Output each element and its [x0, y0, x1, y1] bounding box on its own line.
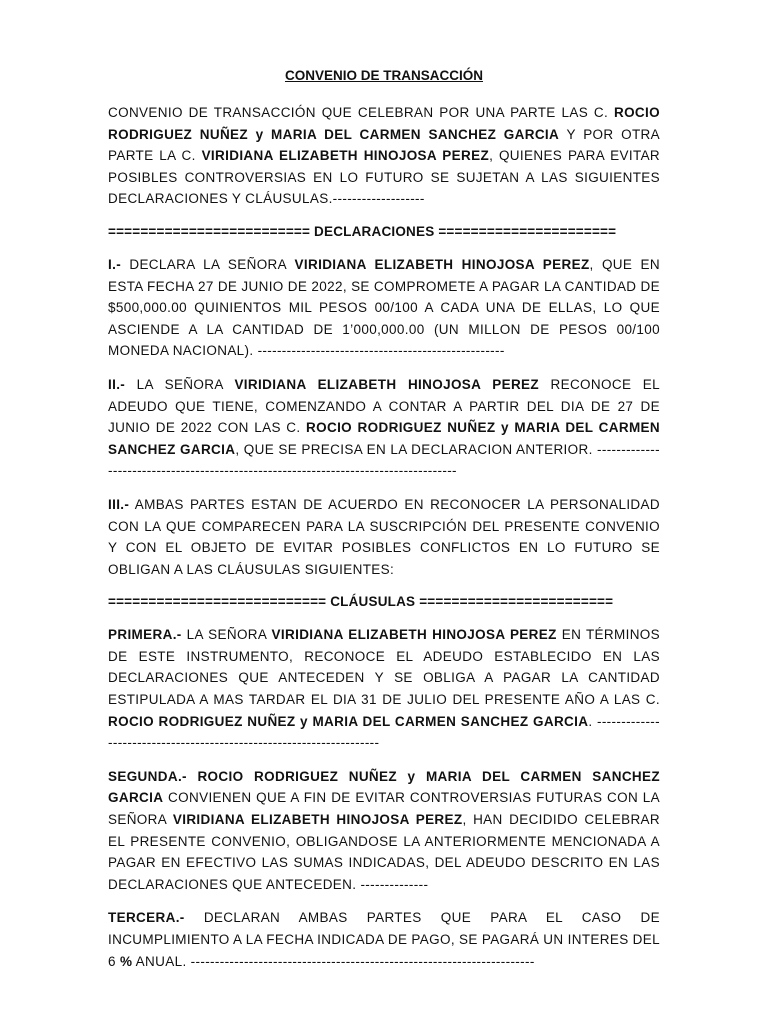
clausula-tercera-text-2: ANUAL. -----------------------------------------------------------------------	[132, 953, 535, 969]
clausula-primera-text-2: EN TÉRMINOS DE ESTE INSTRUMENTO, RECONOCE EL ADEUDO ESTABLECIDO EN LAS DECLARACIONES QUE ANTECEDEN Y SE OBLIGA A PAGAR LA CANTIDAD ESTIPULADA A MAS TARDAR EL DIA 31 DE JULIO DEL PRESENTE AÑO A LAS C.	[108, 627, 661, 708]
declaracion-1-number: I.-	[108, 256, 122, 272]
clausula-primera-party-1: VIRIDIANA ELIZABETH HINOJOSA PEREZ	[271, 627, 557, 643]
intro-party-1: ROCIO RODRIGUEZ NUÑEZ y MARIA DEL CARMEN SANCHEZ GARCIA	[108, 105, 660, 142]
clausula-tercera-label: TERCERA.-	[108, 910, 185, 926]
clausulas-heading: =========================== CLÁUSULAS ========================	[108, 594, 614, 610]
clausula-segunda-text-2: , HAN DECIDIDO CELEBRAR EL PRESENTE CONVENIO, OBLIGANDOSE LA ANTERIORMENTE MENCIONADA A PAGAR EN EFECTIVO LAS SUMAS INDICADAS, DEL ADEUDO DESCRITO EN LAS DECLARACIONES QUE ANTECEDEN. --------------	[108, 812, 661, 892]
clausula-tercera-percent: %	[119, 953, 133, 969]
declaracion-3	[108, 494, 660, 580]
clausula-primera-party-2: ROCIO RODRIGUEZ NUÑEZ y MARIA DEL CARMEN SANCHEZ GARCIA	[108, 713, 589, 729]
declaracion-1	[108, 254, 660, 362]
declaracion-2-text-2: RECONOCE EL ADEUDO QUE TIENE, COMENZANDO A CONTAR A PARTIR DEL DIA DE 27 DE JUNIO DE 2022 CON LAS C.	[108, 376, 660, 436]
declaracion-2-party-1: VIRIDIANA ELIZABETH HINOJOSA PEREZ	[234, 376, 540, 392]
clausula-primera	[108, 624, 660, 754]
declaracion-2-text-3: , QUE SE PRECISA EN LA DECLARACION ANTERIOR. -------------------------------------------------------------------------------------	[108, 441, 660, 479]
declaracion-1-party: VIRIDIANA ELIZABETH HINOJOSA PEREZ	[294, 256, 590, 272]
clausula-segunda-label: SEGUNDA.- ROCIO RODRIGUEZ NUÑEZ y MARIA DEL CARMEN SANCHEZ GARCIA	[108, 768, 660, 806]
clausula-segunda-party: VIRIDIANA ELIZABETH HINOJOSA PEREZ	[172, 812, 463, 828]
intro-text-3: , QUIENES PARA EVITAR POSIBLES CONTROVERSIAS EN LO FUTURO SE SUJETAN A LAS SIGUIENTES DECLARACIONES Y CLÁUSULAS.-------------------	[108, 148, 661, 207]
declaracion-1-text-2: , QUE EN ESTA FECHA 27 DE JUNIO DE 2022, SE COMPROMETE A PAGAR LA CANTIDAD DE $500,000.00 QUINIENTOS MIL PESOS 00/100 A CADA UNA DE ELLAS, LO QUE ASCIENDE A LA CANTIDAD DE 1’000,000.00 (UN MILLON DE PESOS 00/100 MONEDA NACIONAL). ---------------------------------------------------	[108, 256, 660, 359]
clausula-tercera	[108, 907, 660, 972]
declaracion-2-text-1: LA SEÑORA	[125, 376, 235, 392]
declaracion-3-number: III.-	[108, 496, 130, 512]
clausula-tercera-text-1: DECLARAN AMBAS PARTES QUE PARA EL CASO DE INCUMPLIMIENTO A LA FECHA INDICADA DE PAGO, SE PAGARÁ UN INTERES DEL 6	[108, 910, 660, 969]
intro-paragraph	[108, 102, 660, 210]
clausula-segunda	[108, 766, 660, 896]
intro-party-2: VIRIDIANA ELIZABETH HINOJOSA PEREZ	[201, 148, 490, 164]
declaracion-1-text-1: DECLARA LA SEÑORA	[121, 256, 295, 272]
clausula-primera-text-3: . ---------------------------------------------------------------------	[108, 713, 660, 751]
declaracion-3-text: AMBAS PARTES ESTAN DE ACUERDO EN RECONOCER LA PERSONALIDAD CON LA QUE COMPARECEN PARA LA SUSCRIPCIÓN DEL PRESENTE CONVENIO Y CON EL OBJETO DE EVITAR POSIBLES CONFLICTOS EN LO FUTURO SE OBLIGAN A LAS CLÁUSULAS SIGUIENTES:	[108, 496, 660, 577]
intro-text-1: CONVENIO DE TRANSACCIÓN QUE CELEBRAN POR UNA PARTE LAS C.	[108, 105, 614, 120]
clausula-primera-label: PRIMERA.-	[108, 627, 182, 643]
intro-text-2: Y POR OTRA PARTE LA C.	[108, 126, 661, 164]
declaraciones-heading: ========================= DECLARACIONES ======================	[108, 223, 617, 239]
clausula-segunda-text-1: CONVIENEN QUE A FIN DE EVITAR CONTROVERSIAS FUTURAS CON LA SEÑORA	[108, 790, 660, 828]
clausula-primera-text-1: LA SEÑORA	[181, 627, 272, 643]
document-title: CONVENIO DE TRANSACCIÓN	[284, 68, 483, 83]
declaracion-2	[108, 374, 660, 482]
declaracion-2-number: II.-	[108, 376, 126, 392]
declaracion-2-party-2: ROCIO RODRIGUEZ NUÑEZ y MARIA DEL CARMEN SANCHEZ GARCIA	[108, 420, 660, 457]
